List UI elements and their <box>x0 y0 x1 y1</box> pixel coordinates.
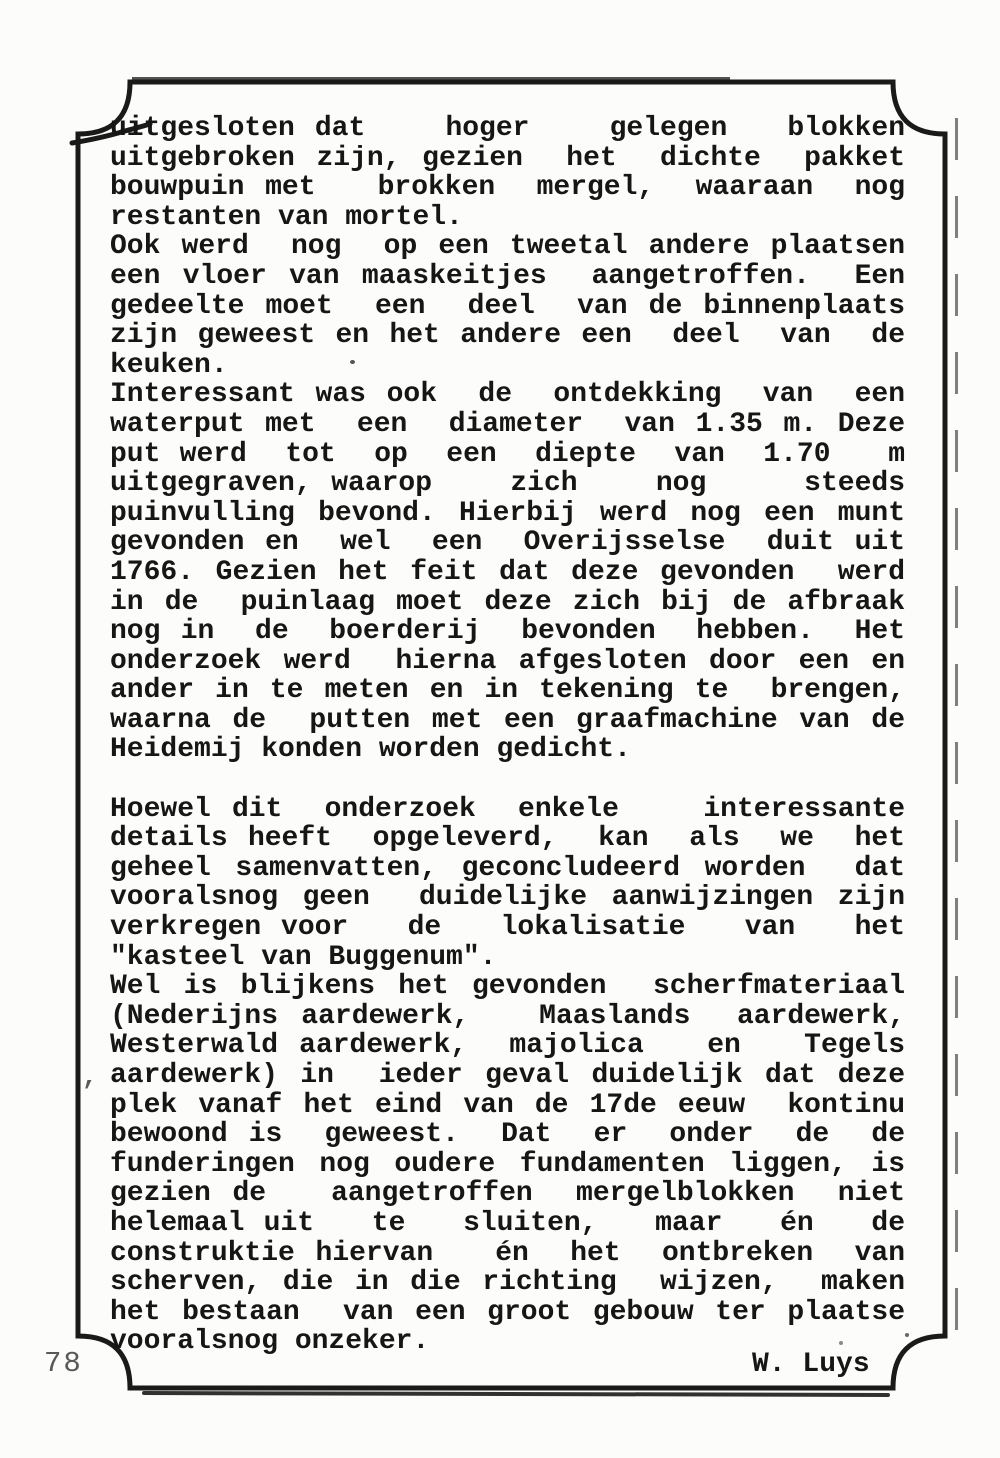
text-line: vooralsnog onzeker. <box>110 1326 430 1358</box>
scan-speck <box>905 1333 909 1337</box>
text-line: geheel samenvatten, geconcludeerd worden dat <box>110 852 905 884</box>
text-line: plek vanaf het eind van de 17de eeuw kontinu <box>110 1089 905 1121</box>
text-line: scherven, die in die richting wijzen, maken <box>110 1267 905 1299</box>
page-number: 78 <box>44 1347 83 1380</box>
scan-edge-artifact <box>955 118 958 1348</box>
text-line: ander in te meten en in tekening te brengen, <box>110 675 905 707</box>
text-line: construktie hiervan én het ontbreken van <box>110 1237 905 1269</box>
text-line: Westerwald aardewerk, majolica en Tegels <box>110 1030 905 1062</box>
text-line: uitgesloten dat hoger gelegen blokken <box>110 113 905 144</box>
text-line: nog in de boerderij bevonden hebben. Het <box>110 616 905 648</box>
text-line: "kasteel van Buggenum". <box>110 941 497 973</box>
text-line: waarna de putten met een graafmachine van de <box>110 704 905 736</box>
text-line: gevonden en wel een Overijsselse duit uit <box>110 527 905 559</box>
text-line: onderzoek werd hierna afgesloten door een en <box>110 645 905 677</box>
scan-comma-artifact: , <box>82 1062 98 1092</box>
text-line: aardewerk) in ieder geval duidelijk dat deze <box>110 1060 905 1091</box>
text-line: put werd tot op een diepte van 1.70 m <box>110 438 905 470</box>
text-line: helemaal uit te sluiten, maar én de <box>110 1207 905 1239</box>
text-line: Heidemij konden worden gedicht. <box>110 734 631 766</box>
text-line: 1766. Gezien het feit dat deze gevonden werd <box>110 556 905 588</box>
border-bottom-double-stroke <box>142 1391 890 1397</box>
text-line: (Nederijns aardewerk, Maaslands aardewerk, <box>110 1000 905 1032</box>
text-line: keuken. <box>110 349 228 381</box>
text-line: het bestaan van een groot gebouw ter plaatse <box>110 1296 905 1328</box>
text-line: Ook werd nog op een tweetal andere plaatsen <box>110 231 905 263</box>
signature: W. Luys <box>752 1349 870 1380</box>
text-line: zijn geweest en het andere een deel van de <box>110 320 905 352</box>
text-line: details heeft opgeleverd, kan als we het <box>110 823 905 855</box>
text-line: een vloer van maaskeitjes aangetroffen. Een <box>110 260 905 292</box>
text-line: verkregen voor de lokalisatie van het <box>110 912 905 944</box>
text-line: Interessant was ook de ontdekking van een <box>110 379 905 411</box>
scan-speck <box>350 360 355 364</box>
text-line: restanten van mortel. <box>110 201 463 233</box>
text-line: puinvulling bevond. Hierbij werd nog een munt <box>110 497 905 529</box>
blank-line <box>110 765 905 795</box>
text-block <box>110 114 905 1357</box>
scan-speck <box>839 1341 843 1345</box>
text-line: in de puinlaag moet deze zich bij de afbraak <box>110 586 905 618</box>
text-line: Hoewel dit onderzoek enkele interessante <box>110 793 905 825</box>
text-line: waterput met een diameter van 1.35 m. Deze <box>110 408 905 440</box>
text-line: funderingen nog oudere fundamenten liggen, is <box>110 1148 905 1180</box>
text-line: bouwpuin met brokken mergel, waaraan nog <box>110 172 905 204</box>
text-line: Wel is blijkens het gevonden scherfmateriaal <box>110 971 905 1003</box>
border-top-double-stroke <box>132 77 730 80</box>
text-line: bewoond is geweest. Dat er onder de de <box>110 1119 905 1151</box>
text-line: uitgegraven, waarop zich nog steeds <box>110 468 905 500</box>
text-line: gezien de aangetroffen mergelblokken niet <box>110 1178 905 1210</box>
text-line: uitgebroken zijn, gezien het dichte pakket <box>110 142 905 174</box>
text-line: gedeelte moet een deel van de binnenplaats <box>110 290 905 322</box>
text-line: vooralsnog geen duidelijke aanwijzingen zijn <box>110 882 905 914</box>
